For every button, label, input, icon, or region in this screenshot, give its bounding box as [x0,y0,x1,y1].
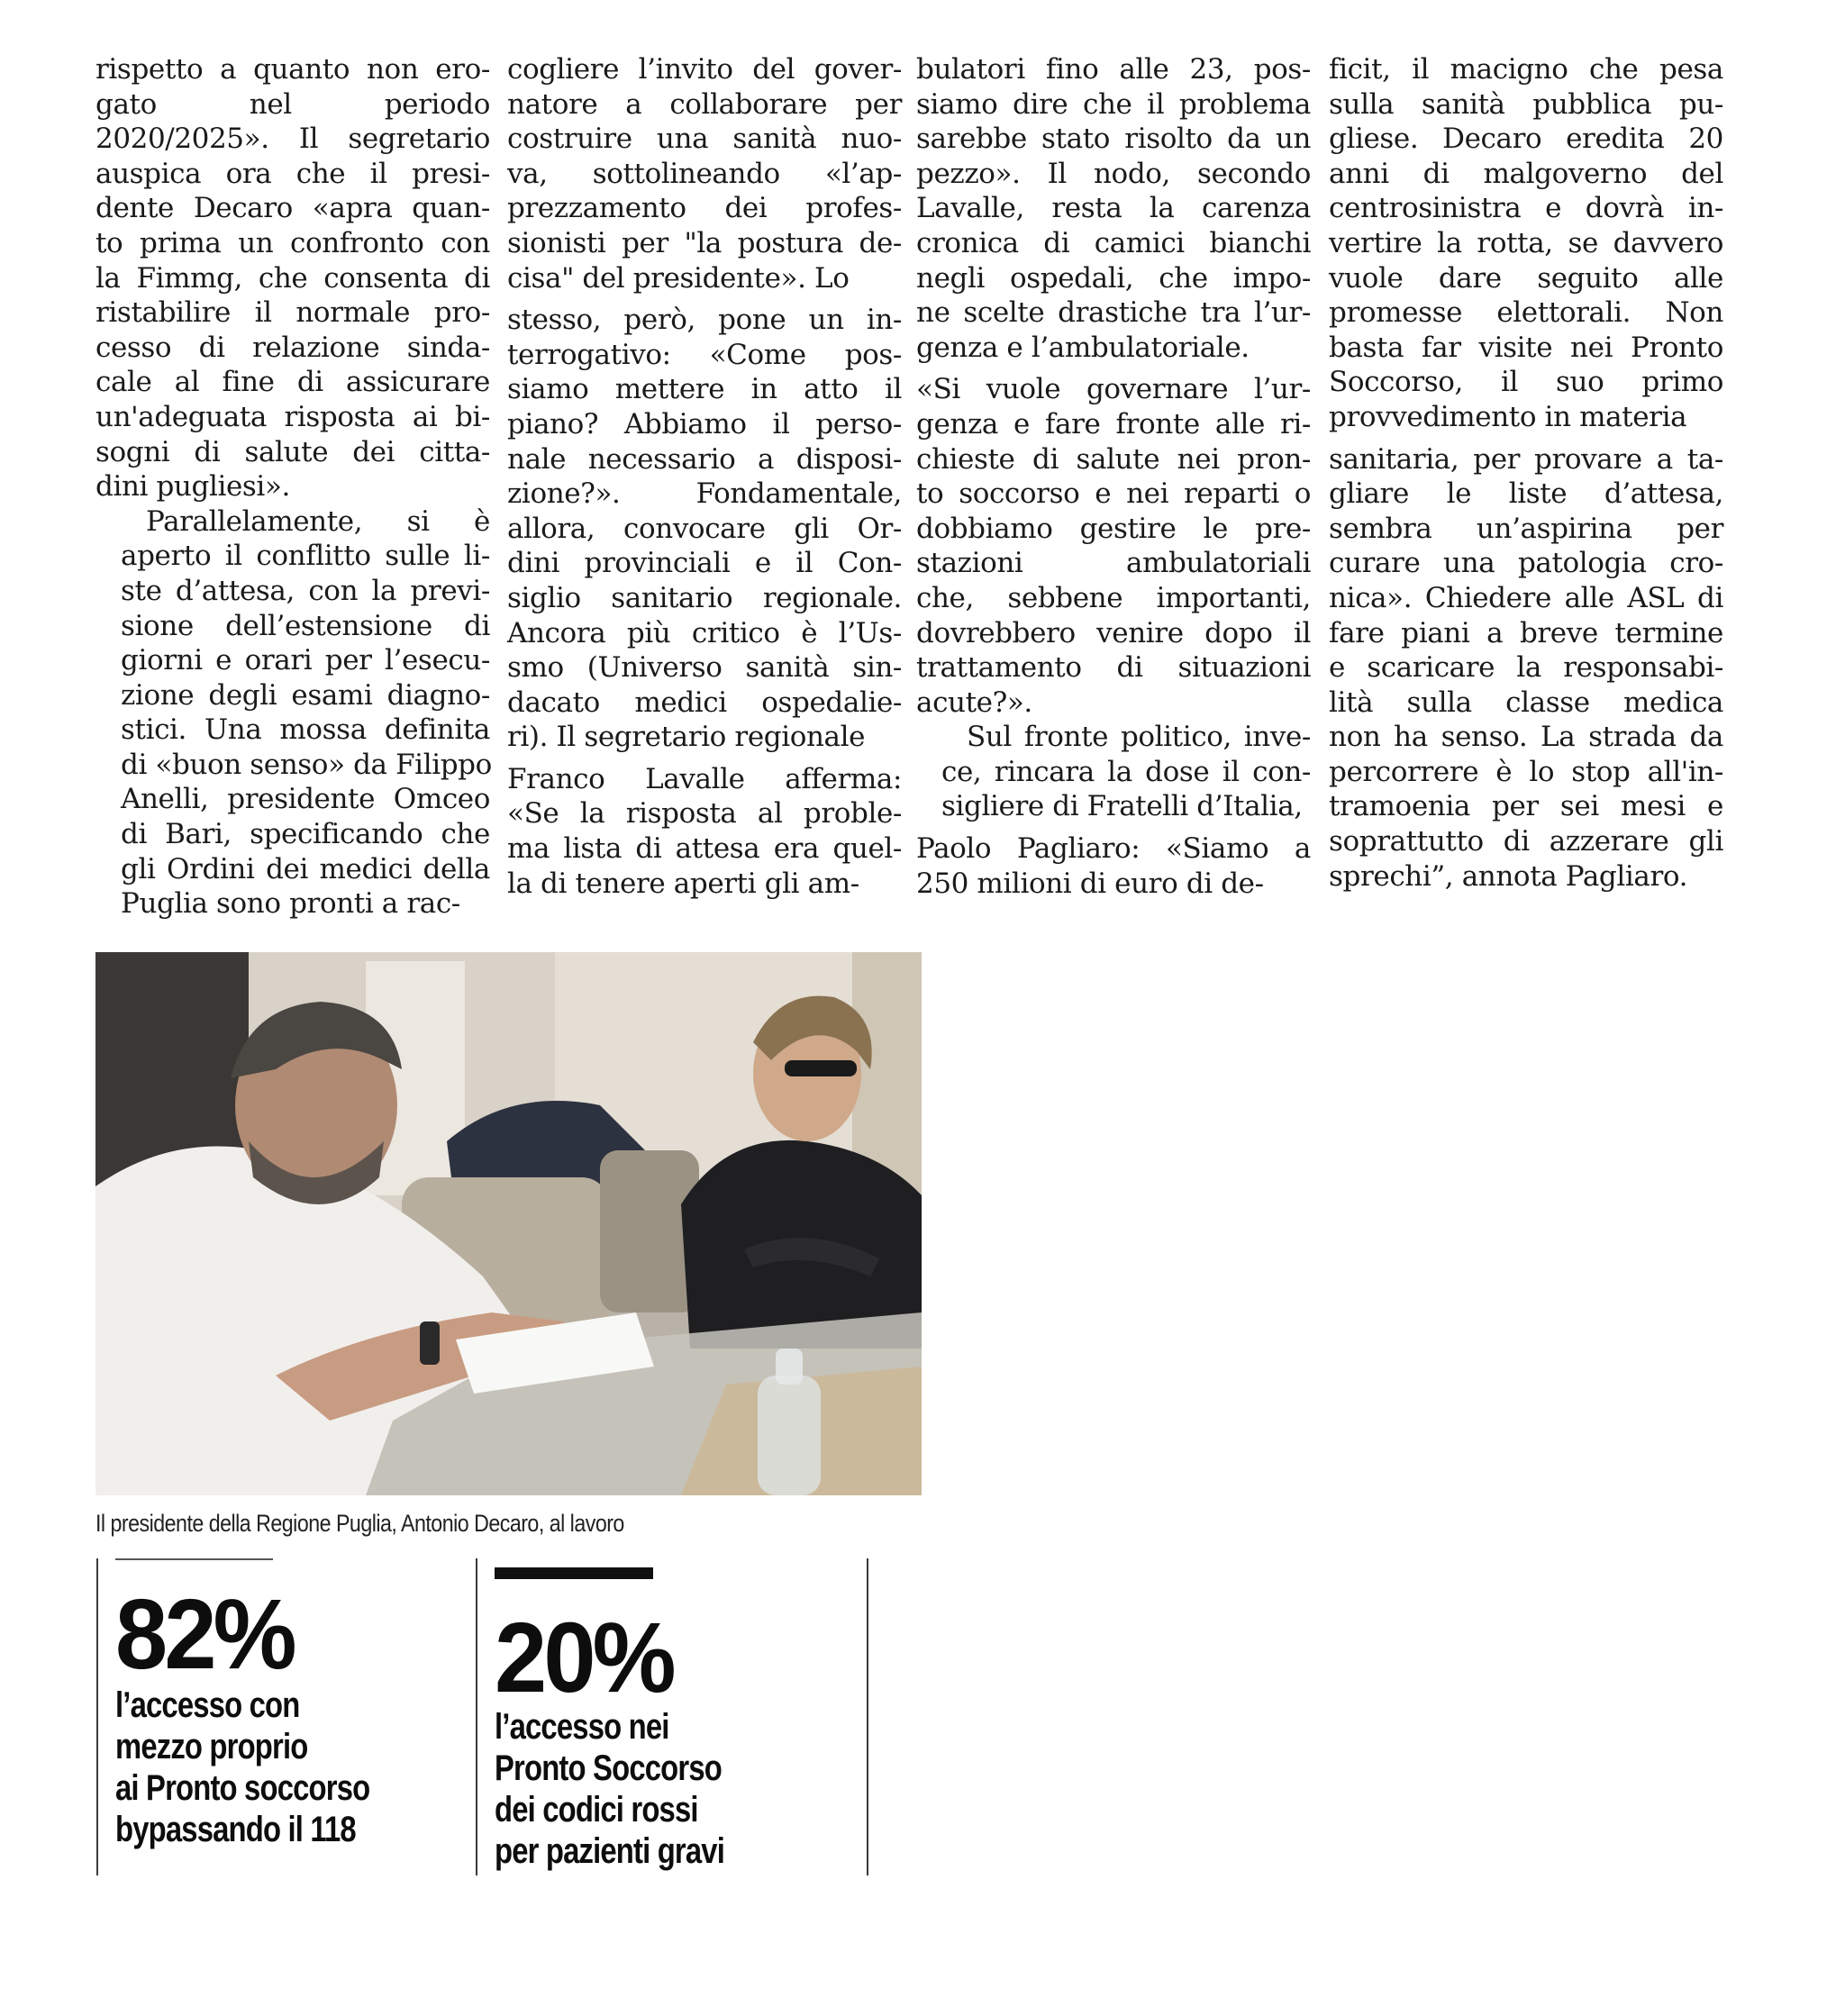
article-line: stici. Una mossa definita [121,713,490,747]
article-line: piano? Abbiamo il perso- [507,407,902,440]
article-line: sione dell’estensione di [121,609,490,642]
stat-description-line: l’accesso con [115,1685,300,1725]
article-line: siamo dire che il problema [916,87,1311,121]
stat-rule [115,1558,273,1560]
article-line: cisa" del presidente». Lo [507,261,850,295]
article-line: che, sebbene importanti, [916,581,1311,614]
article-line: genza e fare fronte alle ri- [916,407,1311,440]
article-line: Lavalle, resta la carenza [916,192,1311,225]
article-line: vuole dare seguito alle [1329,261,1723,295]
article-column-4 [1329,52,1723,894]
stat-description-line: ai Pronto soccorso [115,1768,370,1808]
article-line: sarebbe stato risolto da un [916,123,1311,156]
article-paragraph [1329,442,1723,894]
article-line: costruire una sanità nuo- [507,123,902,156]
article-line: di Bari, specificando che [121,818,490,851]
article-line: e scaricare la responsabi- [1329,651,1723,685]
article-line: lità sulla classe medica [1329,686,1723,719]
article-line: trattamento di situazioni [916,651,1311,685]
stat-description [495,1706,724,1872]
stat-description-line: per pazienti gravi [495,1831,725,1871]
article-line: centrosinistra e dovrà in- [1329,192,1723,225]
article-line: bulatori fino alle 23, pos- [916,53,1311,86]
article-line: «Si vuole governare l’ur- [916,373,1311,406]
article-line: va, sottolineando «l’ap- [507,157,902,190]
article-line: Sul fronte politico, inve- [967,721,1311,754]
photo-caption: Il presidente della Regione Puglia, Antonio Decaro, al lavoro [95,1510,624,1537]
article-line: siamo mettere in atto il [507,373,902,406]
article-line: smo (Universo sanità sin- [507,651,902,685]
article-column-1 [95,52,490,922]
article-paragraph [1329,52,1723,435]
article-line: giorni e orari per l’esecu- [121,644,490,677]
article-line: dini pugliesi». [95,470,290,504]
article-line: auspica ora che il presi- [95,157,490,190]
article-line: prezzamento dei profes- [507,192,902,225]
article-line: sprechi”, annota Pagliaro. [1329,859,1688,893]
article-line: stesso, però, pone un in- [507,304,902,337]
stat-description-line: bypassando il 118 [115,1810,356,1849]
article-line: provvedimento in materia [1329,400,1687,433]
stat-value: 20% [495,1603,673,1713]
article-line: cogliere l’invito del gover- [507,53,902,86]
article-line: «Se la risposta al proble- [507,797,902,831]
article-line: sogni di salute dei citta- [95,435,490,468]
article-line: rispetto a quanto non ero- [95,53,490,86]
article-line: aperto il conflitto sulle li- [121,540,490,573]
article-paragraph [916,52,1311,365]
article-line: zione?». Fondamentale, [507,477,902,511]
article-line: basta far visite nei Pronto [1329,331,1723,364]
article-paragraph [916,372,1311,720]
article-line: promesse elettorali. Non [1329,296,1723,330]
article-line: gli Ordini dei medici della [121,852,490,885]
article-line: dente Decaro «apra quan- [95,192,490,225]
article-paragraph [95,504,490,922]
article-paragraph [507,762,902,901]
stat-description-line: dei codici rossi [495,1790,698,1830]
article-line: to prima un confronto con [95,226,490,259]
article-line: natore a collaborare per [507,87,902,121]
article-line: curare una patologia cro- [1329,547,1723,580]
article-paragraph [95,52,490,504]
article-line: ma lista di attesa era quel- [507,832,902,866]
article-line: di «buon senso» da Filippo [121,748,492,781]
article-line: ne scelte drastiche tra l’ur- [916,296,1311,330]
article-line: gliese. Decaro eredita 20 [1329,123,1723,156]
article-line: soprattutto di azzerare gli [1329,825,1723,858]
stat-description-line: l’accesso nei [495,1707,669,1747]
article-line: 2020/2025». Il segretario [95,123,490,156]
article-line: to soccorso e nei reparti o [916,477,1311,511]
article-line: chieste di salute nei pron- [916,442,1311,476]
article-paragraph [507,303,902,755]
article-line: allora, convocare gli Or- [507,512,902,545]
article-line: sionisti per "la postura de- [507,226,902,259]
article-line: sanitaria, per provare a ta- [1329,442,1723,476]
article-line: 250 milioni di euro di de- [916,867,1264,900]
article-line: dini provinciali e il Con- [507,547,902,580]
article-line: siglio sanitario regionale. [507,581,902,614]
article-line: Franco Lavalle afferma: [507,762,902,795]
article-line: vertire la rotta, se davvero [1329,226,1723,259]
stat-description [115,1685,369,1850]
article-line: Paolo Pagliaro: «Siamo a [916,832,1311,866]
article-line: Puglia sono pronti a rac- [121,887,460,921]
article-line: sulla sanità pubblica pu- [1329,87,1723,121]
article-line: un'adeguata risposta ai bi- [95,400,490,433]
article-line: ficit, il macigno che pesa [1329,53,1723,86]
photo-illustration [95,952,922,1495]
article-column-2 [507,52,902,901]
article-line: tramoenia per sei mesi e [1329,790,1723,823]
article-line: la Fimmg, che consenta di [95,261,490,295]
article-line: cale al fine di assicurare [95,366,490,399]
article-line: dobbiamo gestire le pre- [916,512,1311,545]
article-line: ce, rincara la dose il con- [941,755,1311,788]
article-line: nale necessario a disposi- [507,442,902,476]
article-line: dovrebbero venire dopo il [916,616,1311,649]
article-line: fare piani a breve termine [1329,616,1723,649]
article-line: anni di malgoverno del [1329,157,1723,190]
stat-box-20-percent [476,1558,868,1875]
article-paragraph [916,720,1311,824]
article-photo [95,952,922,1495]
article-line: cronica di camici bianchi [916,226,1311,259]
article-line: ristabilire il normale pro- [95,296,490,330]
article-line: genza e l’ambulatoriale. [916,331,1250,364]
article-line: non ha senso. La strada da [1329,721,1723,754]
article-line: nica». Chiedere alle ASL di [1329,581,1723,614]
article-line: stazioni ambulatoriali [916,547,1311,580]
article-line: gliare le liste d’attesa, [1329,477,1723,511]
stat-description-line: Pronto Soccorso [495,1748,722,1788]
article-line: la di tenere aperti gli am- [507,867,859,900]
article-line: gato nel periodo [95,87,490,121]
article-column-3 [916,52,1311,901]
article-line: ri). Il segretario regionale [507,721,866,754]
article-line: terrogativo: «Come pos- [507,338,902,371]
article-line: percorrere è lo stop all'in- [1329,755,1723,788]
article-line: Parallelamente, si è [146,504,490,538]
stat-box-82-percent [96,1558,477,1875]
article-line: sigliere di Fratelli d’Italia, [941,790,1303,823]
stat-value: 82% [115,1579,294,1690]
stat-rule [495,1567,653,1579]
article-line: sembra un’aspirina per [1329,512,1723,545]
article-line: acute?». [916,686,1032,719]
stat-divider [867,1558,868,1875]
article-line: zione degli esami diagno- [121,678,490,712]
article-line: Ancora più critico è l’Us- [507,616,902,649]
article-line: cesso di relazione sinda- [95,331,490,364]
article-line: pezzo». Il nodo, secondo [916,157,1311,190]
article-line: ste d’attesa, con la previ- [121,574,490,607]
article-paragraph [916,831,1311,901]
stat-description-line: mezzo proprio [115,1727,308,1766]
article-line: Soccorso, il suo primo [1329,366,1723,399]
article-line: dacato medici ospedalie- [507,686,902,719]
article-paragraph [507,52,902,295]
article-line: negli ospedali, che impo- [916,261,1311,295]
article-line: Anelli, presidente Omceo [121,783,490,816]
